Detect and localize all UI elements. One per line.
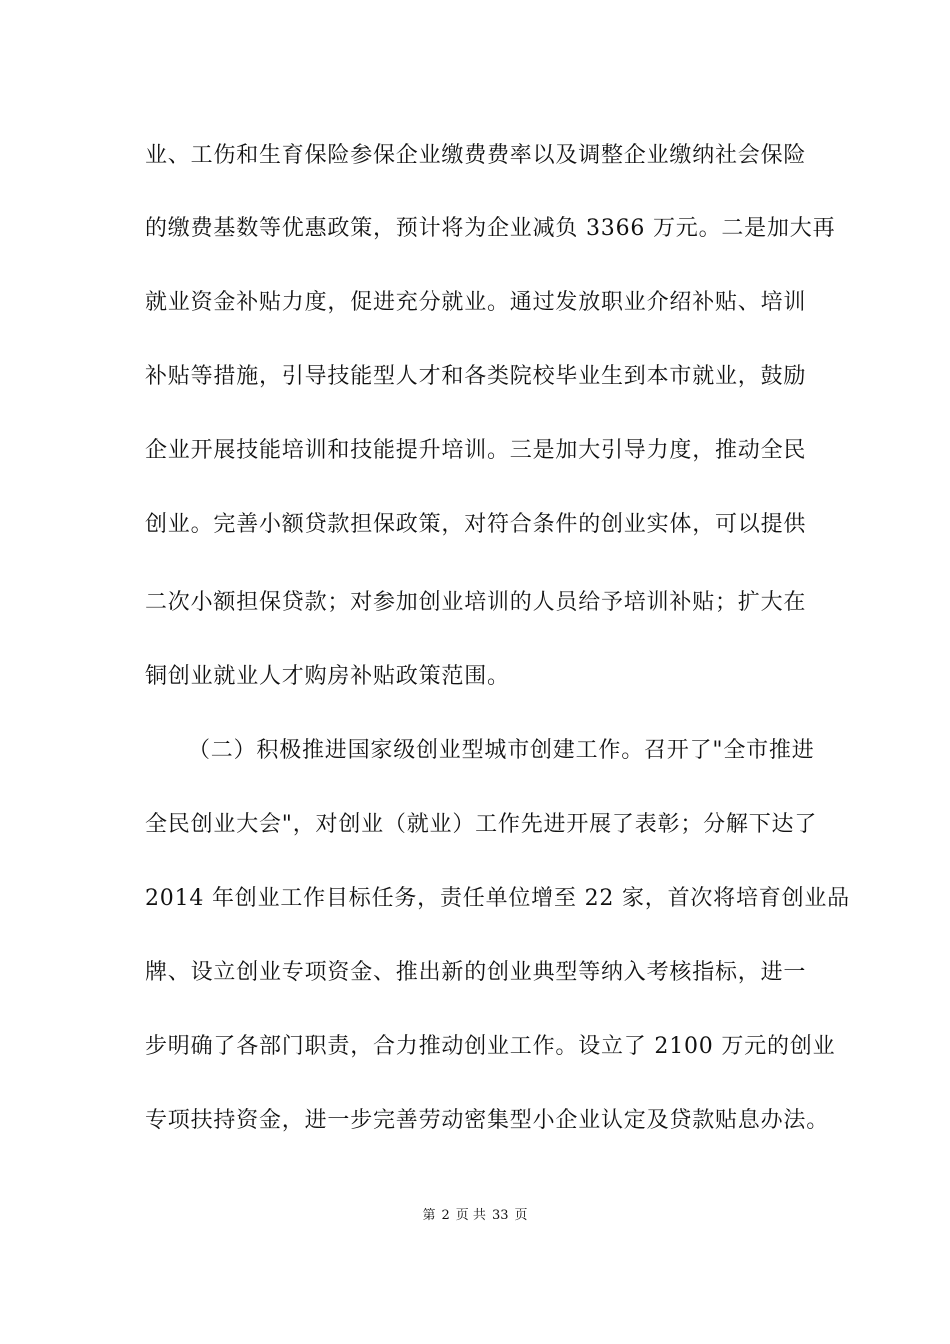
body-text-line: 就业资金补贴力度，促进充分就业。通过发放职业介绍补贴、培训 — [145, 290, 807, 315]
footer-prefix: 第 — [422, 1208, 436, 1223]
body-text-line: 创业。完善小额贷款担保政策，对符合条件的创业实体，可以提供 — [145, 512, 807, 537]
body-text-line: 的缴费基数等优惠政策，预计将为企业减负 3366 万元。二是加大再 — [145, 216, 836, 241]
body-text-line: 铜创业就业人才购房补贴政策范围。 — [145, 664, 510, 689]
footer-suffix: 页 — [514, 1208, 528, 1223]
body-text-line: 企业开展技能培训和技能提升培训。三是加大引导力度，推动全民 — [145, 438, 807, 463]
paragraph-first-line: （二）积极推进国家级创业型城市创建工作。召开了"全市推进 — [188, 738, 815, 763]
body-text-line: 步明确了各部门职责，合力推动创业工作。设立了 2100 万元的创业 — [145, 1034, 836, 1059]
body-text-line: 业、工伤和生育保险参保企业缴费费率以及调整企业缴纳社会保险 — [145, 143, 807, 168]
footer-current-page: 2 — [441, 1208, 450, 1223]
footer-total-pages: 33 — [491, 1208, 509, 1223]
body-text-line: 牌、设立创业专项资金、推出新的创业典型等纳入考核指标，进一 — [145, 960, 807, 985]
page-footer — [0, 1207, 950, 1225]
footer-middle: 页 共 — [455, 1208, 486, 1223]
body-text-line: 二次小额担保贷款；对参加创业培训的人员给予培训补贴；扩大在 — [145, 590, 807, 615]
body-text-line: 专项扶持资金，进一步完善劳动密集型小企业认定及贷款贴息办法。 — [145, 1108, 830, 1133]
body-text-line: 2014 年创业工作目标任务，责任单位增至 22 家，首次将培育创业品 — [145, 886, 850, 911]
body-text-line: 全民创业大会"，对创业（就业）工作先进开展了表彰；分解下达了 — [145, 812, 818, 837]
body-text-line: 补贴等措施，引导技能型人才和各类院校毕业生到本市就业，鼓励 — [145, 364, 807, 389]
